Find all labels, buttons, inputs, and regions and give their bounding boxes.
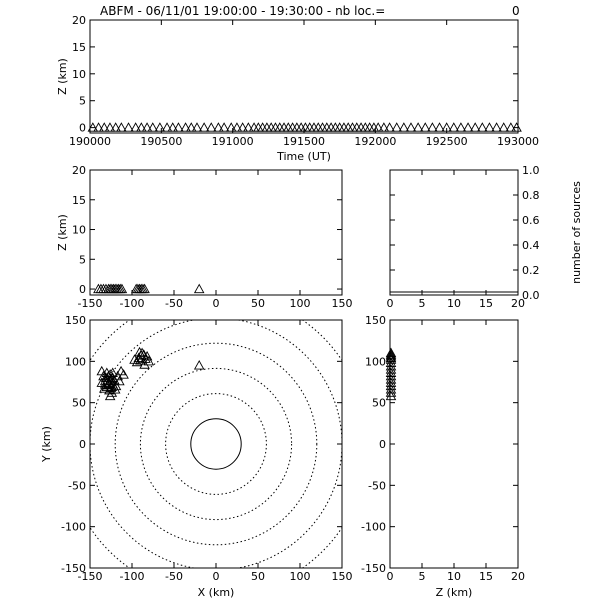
- height-y-xtick-label: 0: [386, 570, 394, 583]
- height-y-ytick-label: -100: [361, 520, 386, 534]
- z-axis-label-middle: Z (km): [56, 214, 69, 251]
- x-height-frame: [90, 170, 342, 295]
- plan-view-ytick-label: -150: [61, 562, 86, 575]
- z-axis-label-top: Z (km): [56, 58, 69, 95]
- plan-view-xtick-label: 100: [289, 570, 311, 583]
- plan-view-ytick-label: -100: [61, 520, 86, 534]
- time-height-ytick-label: 20: [72, 14, 86, 27]
- x-height-ytick-label: 10: [72, 223, 86, 237]
- x-height-xtick-label: 100: [289, 297, 311, 310]
- sources-axis-label: number of sources: [570, 181, 583, 284]
- height-y-ytick-label: 100: [365, 355, 386, 369]
- time-height-xtick-label: 192000: [354, 135, 397, 148]
- x-axis-label: X (km): [197, 586, 235, 599]
- time-height-ytick-label: 15: [72, 40, 86, 54]
- height-histogram-xtick-label: 20: [511, 297, 525, 310]
- plan-view-xtick-label: 50: [251, 570, 265, 583]
- plan-view-ytick-label: -50: [68, 479, 86, 493]
- x-height-xtick-label: 150: [331, 297, 353, 310]
- height-y-xtick-label: 15: [479, 570, 493, 583]
- x-height-ytick-label: 20: [72, 164, 86, 177]
- plan-view-ytick-label: 0: [79, 438, 86, 451]
- plan-view-xtick-label: 150: [331, 570, 353, 583]
- height-y-ytick-label: 50: [372, 396, 386, 410]
- y-axis-label: Y (km): [40, 426, 53, 462]
- height-y-ytick-label: -150: [361, 562, 386, 575]
- time-height-xtick-label: 193000: [497, 135, 539, 148]
- range-ring: [90, 318, 342, 570]
- x-height-ytick-label: 15: [72, 193, 86, 207]
- height-histogram-xtick-label: 10: [447, 297, 461, 310]
- time-height-xtick-label: 191000: [211, 135, 254, 148]
- range-ring: [65, 293, 367, 595]
- range-ring: [140, 368, 291, 519]
- range-rings: [65, 293, 367, 595]
- plan-view-point: [195, 361, 204, 369]
- height-histogram-frame: [390, 170, 518, 295]
- plan-view-ytick-label: 50: [72, 396, 86, 410]
- height-histogram-ytick-label: 1.0: [522, 164, 540, 177]
- height-histogram-ytick-label: 0.4: [522, 239, 540, 252]
- height-histogram-ytick-label: 0.0: [522, 289, 540, 302]
- z-axis-label-bottom: Z (km): [435, 586, 473, 599]
- location-count: 0: [512, 4, 520, 18]
- x-height-xtick-label: 50: [251, 297, 265, 310]
- time-height-xtick-label: 192500: [425, 135, 468, 148]
- time-axis-label: Time (UT): [277, 150, 331, 163]
- range-ring: [191, 419, 241, 469]
- figure-title: ABFM - 06/11/01 19:00:00 - 19:30:00 - nb loc.=: [100, 4, 386, 18]
- height-histogram-ytick-label: 0.6: [522, 214, 540, 227]
- height-histogram-ytick-label: 0.2: [522, 264, 540, 277]
- time-height-xtick-label: 191500: [283, 135, 325, 148]
- x-height-xtick-label: -50: [165, 297, 183, 310]
- x-height-xtick-label: 0: [212, 297, 220, 310]
- time-height-frame: [90, 20, 518, 133]
- range-ring: [166, 394, 267, 495]
- height-histogram-xtick-label: 0: [386, 297, 394, 310]
- time-height-xtick-label: 190500: [140, 135, 183, 148]
- height-histogram-xtick-label: 15: [479, 297, 493, 310]
- plan-view-frame: [90, 320, 342, 568]
- plan-view-xtick-label: -100: [119, 570, 145, 583]
- height-y-xtick-label: 10: [447, 570, 461, 583]
- height-y-ytick-label: 0: [379, 438, 386, 451]
- time-height-ytick-label: 10: [72, 67, 86, 81]
- x-height-ytick-label: 0: [79, 283, 86, 297]
- plan-view-xtick-label: -50: [165, 570, 183, 583]
- x-height-ytick-label: 5: [79, 253, 86, 267]
- plan-view-xtick-label: -150: [77, 570, 103, 583]
- x-height-point: [195, 285, 204, 293]
- height-histogram-xtick-label: 5: [418, 297, 426, 310]
- x-height-xtick-label: -100: [119, 297, 145, 310]
- plan-view-xtick-label: 0: [212, 570, 220, 583]
- height-y-ytick-label: 150: [365, 314, 386, 327]
- range-ring: [115, 343, 317, 545]
- height-y-ytick-label: -50: [368, 479, 386, 493]
- height-y-xtick-label: 20: [511, 570, 525, 583]
- plan-view-ytick-label: 150: [65, 314, 86, 327]
- height-histogram-ytick-label: 0.8: [522, 189, 540, 202]
- height-y-xtick-label: 5: [418, 570, 426, 583]
- time-height-ytick-label: 0: [79, 121, 86, 135]
- height-y-frame: [390, 320, 518, 568]
- x-height-xtick-label: -150: [77, 297, 103, 310]
- time-height-xtick-label: 190000: [69, 135, 111, 148]
- plan-view-ytick-label: 100: [65, 355, 86, 369]
- time-height-ytick-label: 5: [79, 94, 86, 108]
